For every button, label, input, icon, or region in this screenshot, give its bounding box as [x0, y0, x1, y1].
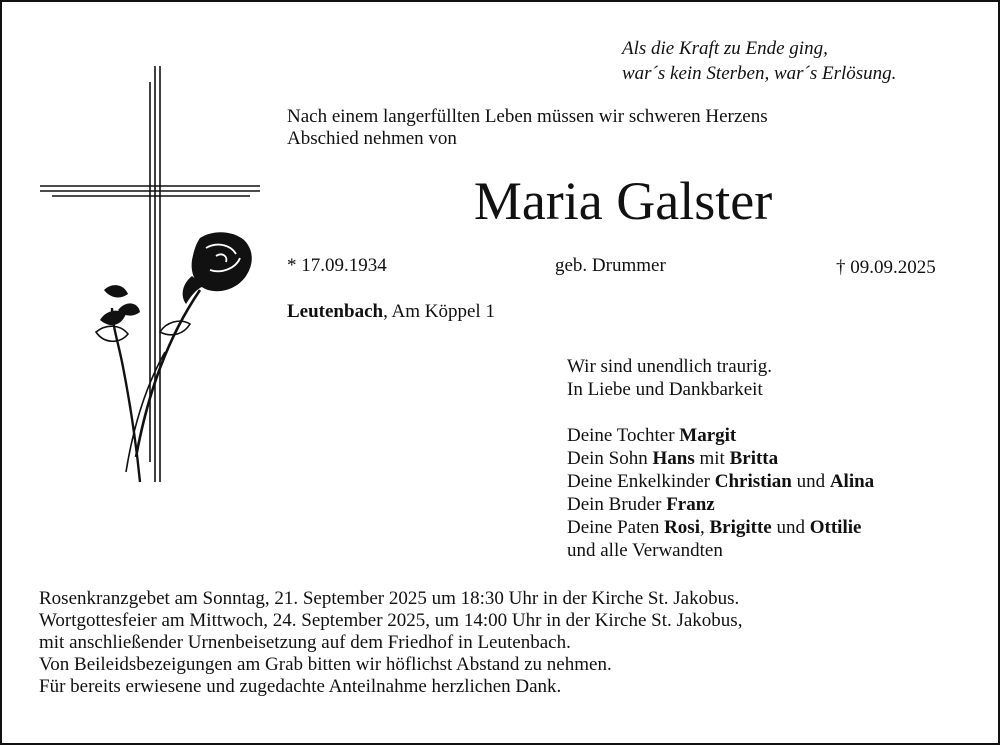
- son-partner-name: Britta: [729, 448, 779, 469]
- godchild-2-name: Brigitte: [709, 517, 772, 538]
- motto-line-1: Als die Kraft zu Ende ging,: [622, 38, 828, 59]
- brother-name: Franz: [666, 494, 715, 515]
- service-line-2: Wortgottesfeier am Mittwoch, 24. September 2025, um 14:00 Uhr in der Kirche St. Jakobus,: [39, 610, 743, 631]
- brother-prefix: Dein Bruder: [567, 494, 667, 515]
- grandchild-2-name: Alina: [829, 471, 875, 492]
- son-prefix: Dein Sohn: [567, 448, 653, 469]
- rose-icon: [96, 232, 252, 482]
- motto-verse: [622, 36, 896, 86]
- grandchildren-mid: und: [791, 471, 830, 492]
- service-line-1: Rosenkranzgebet am Sonntag, 21. September 2025 um 18:30 Uhr in der Kirche St. Jakobus.: [39, 588, 740, 609]
- godchildren-mid: und: [771, 517, 810, 538]
- family-line-1: Wir sind unendlich traurig.: [567, 356, 773, 377]
- deceased-name: Maria Galster: [473, 171, 773, 231]
- family-line-2: In Liebe und Dankbarkeit: [567, 379, 763, 400]
- godchildren-sep: ,: [699, 517, 710, 538]
- service-line-5: Für bereits erwiesene und zugedachte Anteilnahme herzlichen Dank.: [39, 676, 562, 697]
- intro-line-2: Abschied nehmen von: [287, 128, 457, 149]
- grandchild-1-name: Christian: [714, 471, 792, 492]
- family-spacer: [567, 401, 874, 424]
- birth-date: * 17.09.1934: [287, 255, 387, 276]
- death-date: † 09.09.2025: [836, 257, 936, 278]
- service-details: [39, 588, 742, 698]
- daughter-name: Margit: [679, 425, 737, 446]
- motto-line-2: war´s kein Sterben, war´s Erlösung.: [622, 63, 897, 84]
- family-grandchildren: [567, 470, 874, 493]
- address-street: , Am Köppel 1: [383, 301, 495, 322]
- address-town: Leutenbach: [287, 301, 384, 322]
- intro-text: [287, 106, 768, 150]
- service-line-4: Von Beileidsbezeigungen am Grab bitten wir höflichst Abstand zu nehmen.: [39, 654, 612, 675]
- family-relatives: und alle Verwandten: [567, 540, 723, 561]
- intro-line-1: Nach einem langerfüllten Leben müssen wir schweren Herzens: [287, 106, 768, 127]
- son-name: Hans: [652, 448, 695, 469]
- family-son: [567, 447, 874, 470]
- family-brother: [567, 493, 874, 516]
- family-godchildren: [567, 516, 874, 539]
- grandchildren-prefix: Deine Enkelkinder: [567, 471, 715, 492]
- son-mid: mit: [694, 448, 730, 469]
- family-mourners: [567, 355, 874, 562]
- service-line-3: mit anschließender Urnenbeisetzung auf dem Friedhof in Leutenbach.: [39, 632, 571, 653]
- godchild-3-name: Ottilie: [809, 517, 862, 538]
- daughter-prefix: Deine Tochter: [567, 425, 680, 446]
- cross-with-rose-illustration: [40, 62, 265, 502]
- family-daughter: [567, 424, 874, 447]
- address: [287, 300, 495, 324]
- godchild-1-name: Rosi: [664, 517, 700, 538]
- godchildren-prefix: Deine Paten: [567, 517, 665, 538]
- maiden-name: geb. Drummer: [555, 255, 666, 276]
